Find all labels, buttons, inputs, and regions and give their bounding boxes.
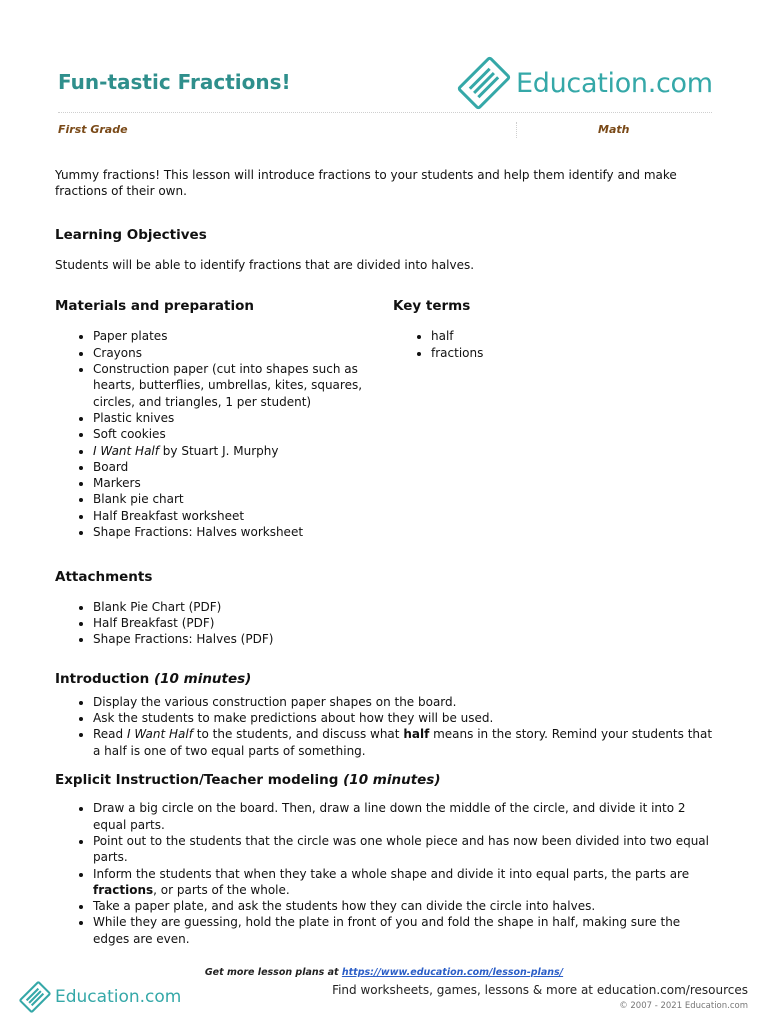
explicit-title: Explicit Instruction/Teacher modeling bbox=[55, 772, 339, 789]
text-segment: Inform the students that when they take a whole shape and divide it into equal parts, the parts are bbox=[93, 866, 690, 881]
key-terms-column bbox=[393, 298, 720, 540]
key-terms-list bbox=[393, 328, 720, 361]
footer-logo-text: Education.com bbox=[55, 987, 182, 1007]
text-segment: , or parts of the whole. bbox=[153, 882, 290, 897]
list-item: • Shape Fractions: Halves worksheet bbox=[93, 524, 393, 540]
footer-tagline-text: Get more lesson plans at bbox=[204, 967, 342, 978]
list-item: • While they are guessing, hold the plate in front of you and fold the shape in half, making sure the edges are even. bbox=[93, 914, 720, 947]
objectives-text: Students will be able to identify fractions that are divided into halves. bbox=[55, 257, 475, 272]
list-item: • Point out to the students that the circle was one whole piece and has now been divided into two equal parts. bbox=[93, 833, 720, 866]
materials-heading: Materials and preparation bbox=[55, 298, 254, 315]
page-title: Fun-tastic Fractions! bbox=[58, 70, 291, 94]
book-title: I Want Half bbox=[93, 443, 159, 458]
list-item: • half bbox=[431, 328, 720, 344]
footer-copyright: © 2007 - 2021 Education.com bbox=[619, 1001, 748, 1011]
attachment-link[interactable]: • Blank Pie Chart (PDF) bbox=[93, 599, 720, 615]
list-item: • Board bbox=[93, 459, 393, 475]
materials-column bbox=[55, 298, 393, 540]
list-item: • Plastic knives bbox=[93, 410, 393, 426]
list-item bbox=[93, 726, 720, 759]
subject-label: Math bbox=[598, 123, 630, 136]
meta-divider bbox=[516, 122, 517, 138]
attachments-list bbox=[55, 599, 720, 648]
education-logo[interactable] bbox=[456, 56, 713, 110]
list-item: • Crayons bbox=[93, 345, 393, 361]
materials-keyterms-section bbox=[55, 298, 720, 540]
education-logo-text: Education.com bbox=[516, 67, 713, 99]
list-item: • Markers bbox=[93, 475, 393, 491]
list-item bbox=[93, 443, 393, 459]
introduction-list bbox=[55, 694, 720, 759]
introduction-heading bbox=[55, 671, 720, 687]
introduction-title: Introduction bbox=[55, 670, 150, 687]
term-half: half bbox=[403, 727, 430, 742]
list-item: • Ask the students to make predictions about how they will be used. bbox=[93, 710, 720, 726]
lesson-content bbox=[55, 167, 720, 947]
list-item: • Blank pie chart bbox=[93, 491, 393, 507]
lesson-plans-link[interactable]: https://www.education.com/lesson-plans/ bbox=[341, 967, 564, 978]
introduction-duration: (10 minutes) bbox=[153, 670, 252, 687]
explicit-duration: (10 minutes) bbox=[343, 772, 441, 789]
list-item: • Construction paper (cut into shapes such as hearts, butterflies, umbrellas, kites, squares, circles, and triangles, 1 per student) bbox=[93, 361, 393, 410]
explicit-heading bbox=[55, 772, 720, 788]
list-item: • Soft cookies bbox=[93, 426, 393, 442]
education-logo-icon bbox=[456, 56, 512, 110]
attachment-link[interactable]: • Half Breakfast (PDF) bbox=[93, 615, 720, 631]
list-item bbox=[93, 866, 720, 899]
attachment-link[interactable]: • Shape Fractions: Halves (PDF) bbox=[93, 631, 720, 647]
list-item: • Half Breakfast worksheet bbox=[93, 508, 393, 524]
list-item: • Take a paper plate, and ask the students how they can divide the circle into halves. bbox=[93, 898, 720, 914]
footer-resources-text: Find worksheets, games, lessons & more at education.com/resources bbox=[332, 983, 748, 997]
objectives-heading: Learning Objectives bbox=[55, 226, 207, 243]
header-divider bbox=[58, 112, 712, 113]
text-segment: to the students, and discuss what bbox=[192, 727, 404, 742]
list-item: • Paper plates bbox=[93, 328, 393, 344]
footer-tagline bbox=[0, 967, 768, 978]
attachments-heading: Attachments bbox=[55, 569, 153, 586]
materials-list bbox=[55, 328, 393, 540]
footer-logo-icon bbox=[18, 981, 52, 1013]
list-item: • Draw a big circle on the board. Then, draw a line down the middle of the circle, and divide it into 2 equal parts. bbox=[93, 800, 720, 833]
explicit-list bbox=[55, 800, 720, 947]
list-item: • Display the various construction paper shapes on the board. bbox=[93, 694, 720, 710]
key-terms-heading: Key terms bbox=[393, 298, 471, 315]
term-fractions: fractions bbox=[93, 882, 154, 897]
intro-paragraph: Yummy fractions! This lesson will introduce fractions to your students and help them identify and make fractions of their own. bbox=[55, 168, 677, 199]
footer-logo[interactable] bbox=[18, 981, 181, 1013]
text-segment: Read bbox=[93, 727, 127, 742]
book-title: I Want Half bbox=[126, 727, 193, 742]
book-author: by Stuart J. Murphy bbox=[158, 443, 279, 458]
grade-label: First Grade bbox=[58, 123, 128, 136]
list-item: • fractions bbox=[431, 345, 720, 361]
text-segment: means in the story. Remind your students that a half is one of two equal parts of something. bbox=[93, 727, 713, 758]
